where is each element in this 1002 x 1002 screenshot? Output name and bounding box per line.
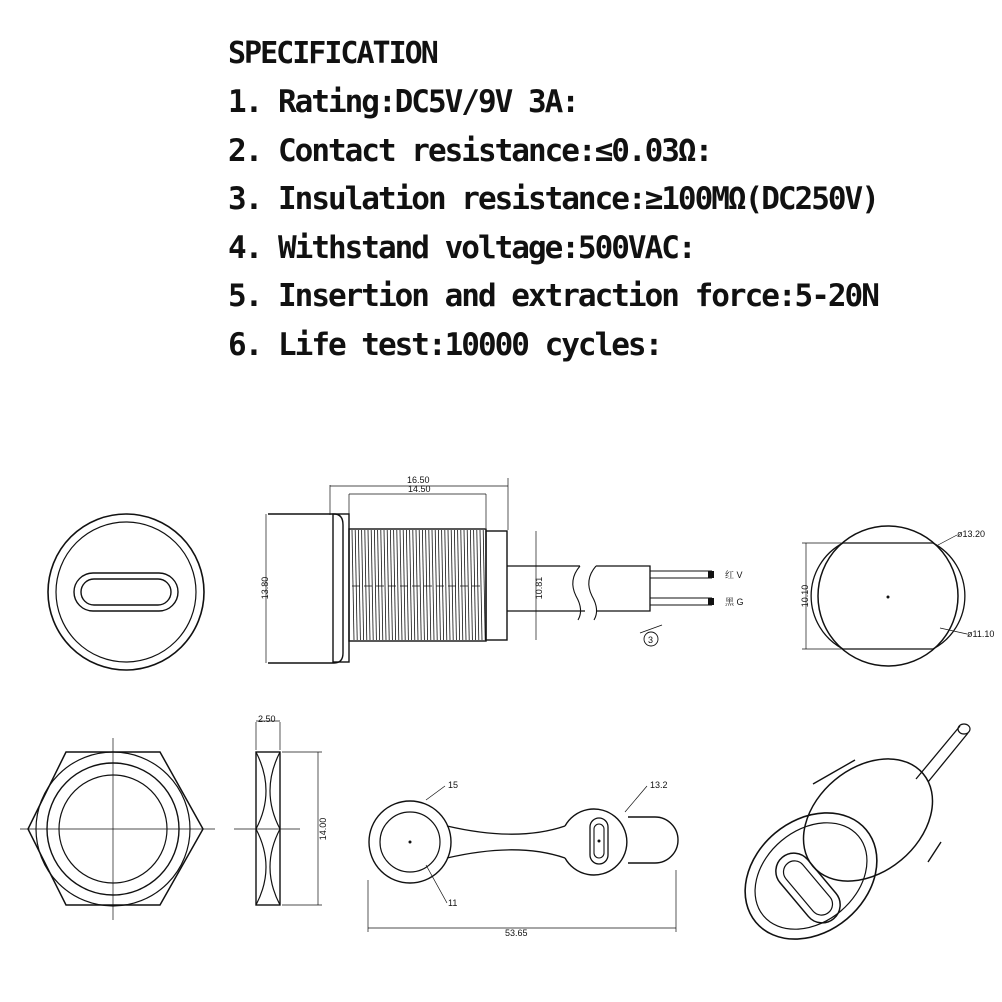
thread-line: [387, 530, 389, 640]
thread-line: [470, 530, 472, 640]
dim-rear-inner-diameter: ø11.10: [967, 629, 995, 639]
thread-line: [368, 530, 370, 640]
thread-line: [451, 530, 453, 640]
dim-cap-length: 53.65: [505, 928, 528, 938]
thread-line: [477, 530, 479, 640]
thread-line: [458, 530, 460, 640]
isometric-view: [720, 724, 970, 965]
dim-thread-length: 14.50: [408, 484, 431, 494]
spec-item-withstand-voltage: 4. Withstand voltage:500VAC:: [228, 229, 695, 266]
thread-line: [384, 530, 386, 640]
spec-item-insertion-force: 5. Insertion and extraction force:5-20N: [228, 278, 878, 315]
spec-item-insulation-resistance: 3. Insulation resistance:≥100MΩ(DC250V): [228, 181, 878, 218]
wire-label-1: 红 V: [725, 570, 743, 580]
dim-flange-height: 13.80: [260, 576, 270, 600]
spec-item-contact-resistance: 2. Contact resistance:≤0.03Ω:: [228, 132, 712, 169]
thread-line: [378, 530, 380, 640]
dim-nut-width: 14.00: [318, 817, 328, 841]
thread-line: [448, 530, 450, 640]
dim-cap-outer: 15: [448, 780, 459, 790]
spec-item-rating: 1. Rating:DC5V/9V 3A:: [228, 84, 578, 120]
thread-line: [474, 530, 476, 640]
hex-nut-front-view: [20, 738, 215, 920]
dim-cap-inner: 11: [448, 898, 458, 908]
rear-view: [802, 526, 967, 666]
thread-line: [394, 530, 396, 640]
wire-label-2: 黑 G: [725, 597, 744, 607]
thread-line: [352, 530, 354, 640]
dust-cap-view: [368, 786, 678, 932]
thread-line: [461, 530, 463, 640]
dim-cap-hole: 13.2: [650, 780, 668, 790]
hex-nut-side-view: [234, 721, 322, 905]
thread-line: [422, 530, 424, 640]
thread-line: [480, 530, 482, 640]
thread-line: [362, 530, 364, 640]
callout-number: 3: [648, 635, 654, 645]
thread-line: [435, 530, 437, 640]
thread-line: [358, 530, 360, 640]
spec-item-life-test: 6. Life test:10000 cycles:: [228, 326, 662, 363]
thread-line: [445, 530, 447, 640]
thread-line: [397, 530, 399, 640]
thread-line: [355, 530, 357, 640]
thread-line: [390, 530, 392, 640]
thread-line: [403, 530, 405, 640]
thread-line: [429, 530, 431, 640]
spec-title: SPECIFICATION: [228, 36, 437, 71]
thread-line: [371, 530, 373, 640]
dim-rear-outer-diameter: ø13.20: [957, 529, 986, 539]
thread-line: [438, 530, 440, 640]
thread-line: [400, 530, 402, 640]
thread-line: [432, 530, 434, 640]
thread-line: [365, 530, 367, 640]
thread-line: [381, 530, 383, 640]
thread-line: [406, 530, 408, 640]
thread-line: [419, 530, 421, 640]
dim-rear-height: 10.10: [800, 584, 810, 608]
thread-line: [426, 530, 428, 640]
thread-line: [416, 530, 418, 640]
thread-line: [464, 530, 466, 640]
side-view: [266, 478, 714, 663]
thread-line: [442, 530, 444, 640]
dim-body-diameter: 10.81: [534, 576, 544, 600]
dim-overall-length: 16.50: [407, 475, 430, 485]
thread-line: [467, 530, 469, 640]
thread-line: [454, 530, 456, 640]
front-view: [48, 514, 204, 670]
thread-line: [374, 530, 376, 640]
dim-nut-thickness: 2.50: [258, 714, 276, 724]
thread-line: [483, 530, 485, 640]
thread-line: [410, 530, 412, 640]
thread-line: [413, 530, 415, 640]
